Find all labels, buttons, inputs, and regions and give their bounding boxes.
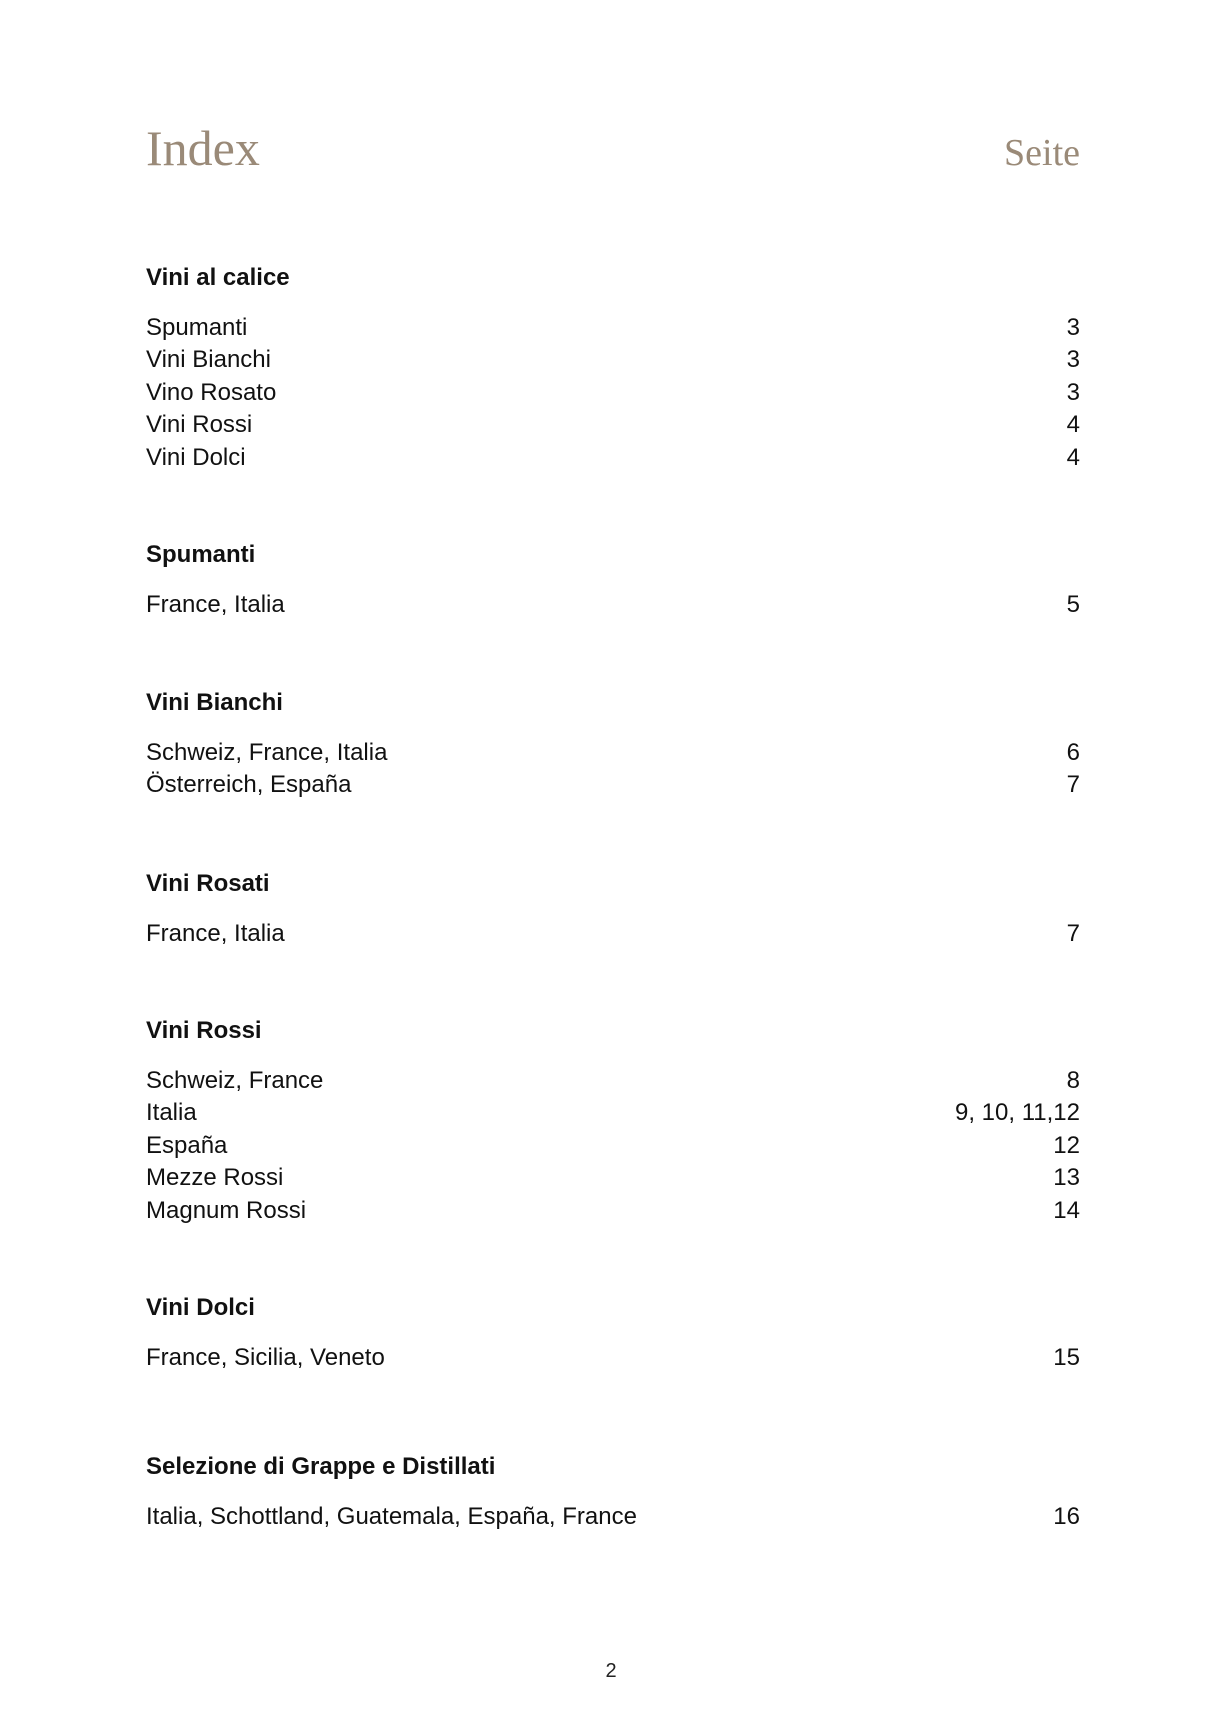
section-title: Vini Rossi (146, 1017, 262, 1044)
index-entry (146, 769, 1080, 801)
entry-page-number: 4 (1066, 411, 1080, 439)
index-header (146, 118, 1080, 188)
entry-label: Italia (146, 1099, 197, 1127)
entry-page-number: 16 (1053, 1503, 1080, 1530)
index-entry (146, 1195, 1080, 1227)
index-entry (146, 1162, 1080, 1194)
entry-label: France, Sicilia, Veneto (146, 1344, 385, 1371)
entry-label: Magnum Rossi (146, 1196, 307, 1224)
entry-page-number: 15 (1053, 1344, 1080, 1371)
section-title: Vini Bianchi (146, 689, 283, 716)
section-title: Spumanti (146, 541, 256, 568)
entry-list (146, 1342, 1080, 1374)
entry-list (146, 589, 1080, 621)
entry-label: Vini Dolci (146, 443, 246, 471)
index-entry (146, 737, 1080, 769)
page-title: Index (146, 120, 260, 176)
entry-page-number: 7 (1066, 920, 1080, 947)
index-entry (146, 1501, 1080, 1533)
entry-label: Vini Rossi (146, 411, 253, 439)
entry-label: Italia, Schottland, Guatemala, España, France (146, 1503, 637, 1530)
entry-page-number: 3 (1066, 346, 1080, 374)
index-entry (146, 409, 1080, 441)
index-entry (146, 377, 1080, 409)
section-title: Vini Rosati (146, 870, 270, 897)
index-entry (146, 312, 1080, 344)
page-column-label: Seite (1004, 132, 1080, 174)
entry-label: Spumanti (146, 314, 248, 341)
entry-page-number: 6 (1066, 739, 1080, 766)
entry-page-number: 4 (1066, 443, 1080, 471)
index-entry (146, 1065, 1080, 1097)
entry-page-number: 8 (1066, 1067, 1080, 1094)
page-number: 2 (605, 1660, 617, 1682)
entry-label: Mezze Rossi (146, 1164, 284, 1192)
entry-label: Schweiz, France (146, 1067, 324, 1094)
index-entry (146, 442, 1080, 474)
index-entry (146, 589, 1080, 621)
entry-label: Vino Rosato (146, 378, 277, 406)
entry-label: France, Italia (146, 591, 285, 618)
entry-label: España (146, 1131, 228, 1159)
entry-page-number: 14 (1053, 1196, 1080, 1224)
entry-list (146, 918, 1080, 950)
index-entry (146, 1097, 1080, 1129)
section-title: Vini al calice (146, 264, 290, 291)
entry-list (146, 737, 1080, 802)
entry-page-number: 12 (1053, 1131, 1080, 1159)
entry-page-number: 3 (1066, 378, 1080, 406)
entry-page-number: 3 (1066, 314, 1080, 341)
entry-list (146, 312, 1080, 474)
entry-page-number: 9, 10, 11,12 (955, 1099, 1080, 1127)
entry-list (146, 1501, 1080, 1533)
entry-label: France, Italia (146, 920, 285, 947)
index-entry (146, 1130, 1080, 1162)
section-title: Vini Dolci (146, 1294, 255, 1321)
entry-page-number: 5 (1066, 591, 1080, 618)
entry-page-number: 7 (1066, 771, 1080, 799)
index-entry (146, 344, 1080, 376)
entry-list (146, 1065, 1080, 1227)
entry-page-number: 13 (1053, 1164, 1080, 1192)
entry-label: Vini Bianchi (146, 346, 271, 374)
index-entry (146, 1342, 1080, 1374)
index-entry (146, 918, 1080, 950)
entry-label: Österreich, España (146, 771, 352, 799)
entry-label: Schweiz, France, Italia (146, 739, 388, 766)
section-title: Selezione di Grappe e Distillati (146, 1453, 496, 1480)
